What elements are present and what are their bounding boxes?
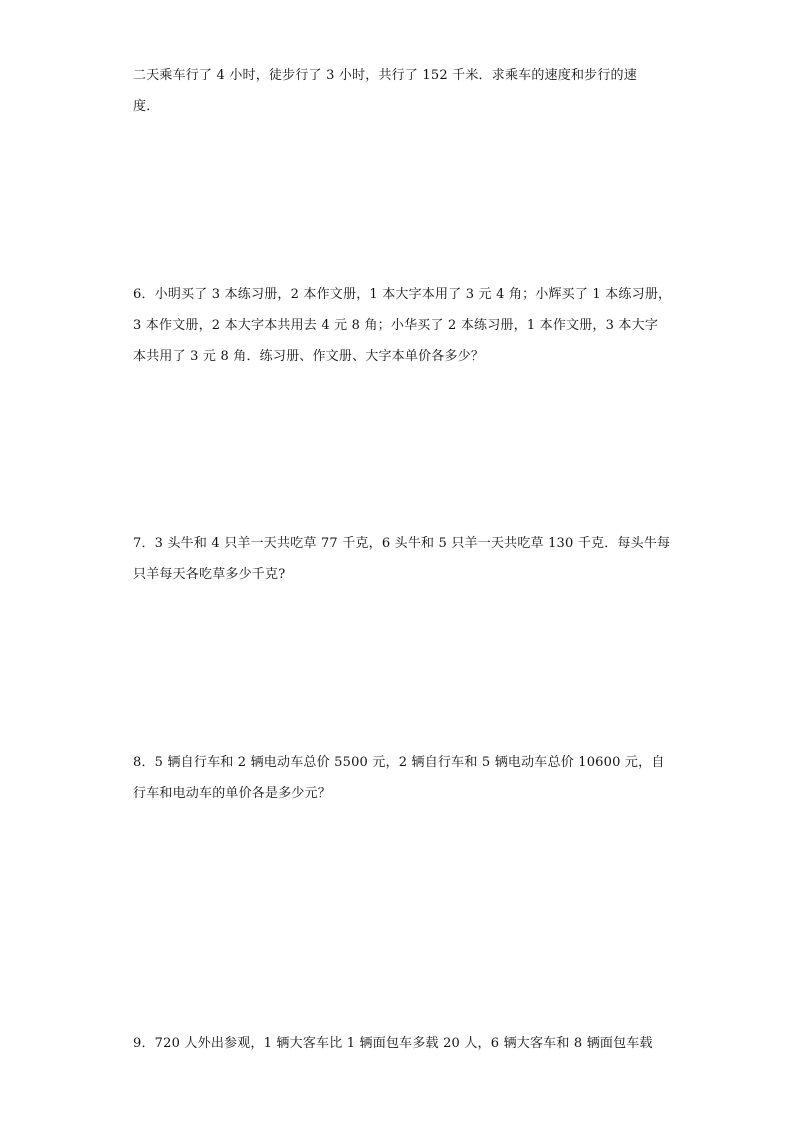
problem-text-line: 二天乘车行了 4 小时，徒步行了 3 小时，共行了 152 千米．求乘车的速度和步行的速: [133, 68, 637, 83]
problem-text-line: 只羊每天各吃草多少千克?: [133, 567, 286, 582]
problem-5-continuation: [133, 60, 663, 122]
problem-text-line: 7．3 头牛和 4 只羊一天共吃草 77 千克，6 头牛和 5 只羊一天共吃草 130 千克．每头牛每: [133, 536, 671, 551]
problem-text-line: 9．720 人外出参观，1 辆大客车比 1 辆面包车多载 20 人，6 辆大客车和 8 辆面包车载: [133, 1036, 653, 1051]
problem-text-line: 行车和电动车的单价各是多少元？: [133, 786, 332, 801]
problem-text-line: 8．5 辆自行车和 2 辆电动车总价 5500 元，2 辆自行车和 5 辆电动车总价 10600 元，自: [133, 755, 665, 770]
problem-text-line: 本共用了 3 元 8 角．练习册、作文册、大字本单价各多少？: [133, 349, 485, 364]
problem-text-line: 6．小明买了 3 本练习册，2 本作文册，1 本大字本用了 3 元 4 角；小辉买了 1 本练习册，: [133, 287, 672, 302]
problem-8: [133, 747, 663, 809]
problem-7: [133, 528, 671, 590]
problem-6: [133, 279, 672, 372]
problem-text-line: 度．: [133, 99, 160, 114]
problem-9: [133, 1028, 663, 1059]
problem-text-line: 3 本作文册，2 本大字本共用去 4 元 8 角；小华买了 2 本练习册，1 本作文册，3 本大字: [133, 318, 659, 333]
